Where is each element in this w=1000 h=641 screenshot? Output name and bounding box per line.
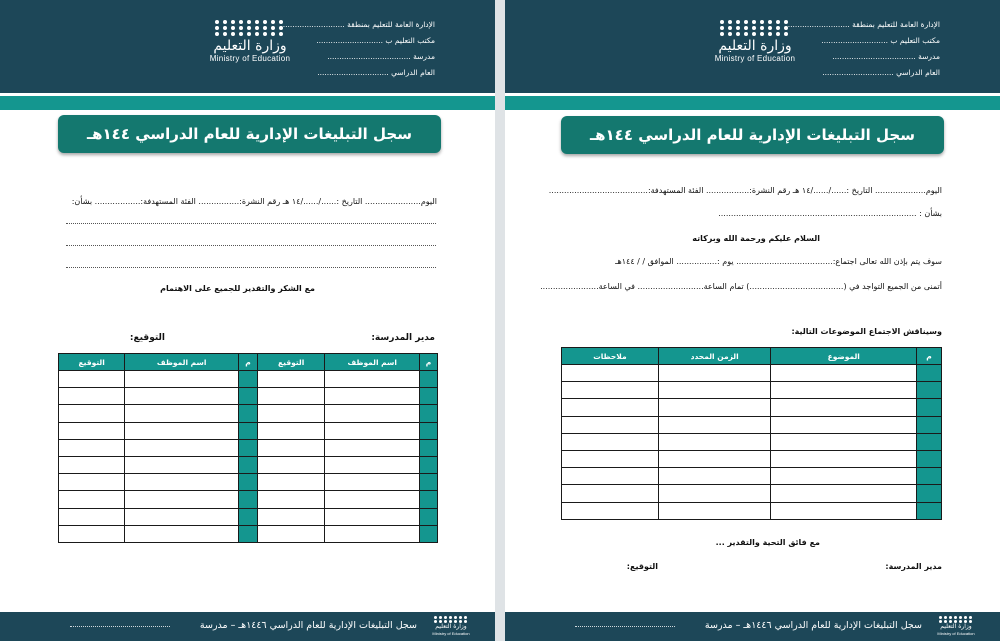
row-number-cell <box>239 508 258 525</box>
table-row <box>59 439 438 456</box>
row-number-cell <box>239 439 258 456</box>
table-cell <box>325 422 420 439</box>
row-number-cell <box>917 382 942 399</box>
col-notes: ملاحظات <box>562 348 659 365</box>
table-cell <box>257 405 324 422</box>
info-line: اليوم...................... التاريخ :....../....../١٤ هـ رقم النشرة:................ الفئة المستهدفة:.................. بشأن: <box>71 197 437 206</box>
thanks-text: مع فائق التحية والتقدير ... <box>715 538 820 547</box>
table-cell <box>257 422 324 439</box>
table-cell <box>771 399 917 416</box>
footer-logo-icon <box>425 616 477 623</box>
table-cell <box>658 433 771 450</box>
table-row <box>562 502 942 519</box>
table-row <box>59 474 438 491</box>
table-row <box>59 491 438 508</box>
table-cell <box>59 405 125 422</box>
table-cell <box>59 525 125 542</box>
table-cell <box>125 422 239 439</box>
dotted-line <box>66 245 436 246</box>
footer-dots <box>575 626 675 627</box>
attendance-line: أتمنى من الجميع التواجد في (.....................................) تمام الساعة.......................... في الساعة....................... <box>540 282 942 291</box>
table-row <box>562 365 942 382</box>
col-time: الزمن المحدد <box>658 348 771 365</box>
row-number-cell <box>420 439 438 456</box>
signature-label: التوقيع: <box>626 562 658 571</box>
table-cell <box>325 439 420 456</box>
col-employee: اسم الموظف <box>325 354 420 371</box>
page-gap <box>495 0 505 641</box>
logo-arabic: وزارة التعليم <box>213 38 287 54</box>
table-cell <box>562 450 659 467</box>
table-cell <box>59 508 125 525</box>
table-cell <box>325 388 420 405</box>
table-cell <box>125 456 239 473</box>
page-footer <box>0 612 495 641</box>
header-info <box>788 17 940 81</box>
footer-logo-ar: وزارة التعليم <box>435 623 467 630</box>
table-cell <box>325 405 420 422</box>
header-year: العام الدراسي .............................. <box>822 68 940 77</box>
left-page <box>0 0 495 641</box>
table-cell <box>658 502 771 519</box>
table-cell <box>658 468 771 485</box>
table-cell <box>771 382 917 399</box>
table-cell <box>562 416 659 433</box>
row-number-cell <box>420 422 438 439</box>
table-row <box>562 485 942 502</box>
row-number-cell <box>239 456 258 473</box>
table-cell <box>59 474 125 491</box>
table-cell <box>257 456 324 473</box>
header-office: مكتب التعليم ب ............................ <box>821 36 940 45</box>
row-number-cell <box>420 388 438 405</box>
table-cell <box>658 382 771 399</box>
table-cell <box>257 371 324 388</box>
table-cell <box>59 439 125 456</box>
table-cell <box>658 485 771 502</box>
footer-logo <box>930 616 982 636</box>
logo-english: Ministry of Education <box>714 54 796 63</box>
table-cell <box>658 399 771 416</box>
table-row <box>562 399 942 416</box>
table-cell <box>257 388 324 405</box>
row-number-cell <box>917 399 942 416</box>
header-office: مكتب التعليم ب ............................ <box>316 36 435 45</box>
dotted-line <box>66 267 436 268</box>
footer-logo-ar: وزارة التعليم <box>940 623 972 630</box>
table-cell <box>125 405 239 422</box>
table-cell <box>771 433 917 450</box>
table-cell <box>325 371 420 388</box>
page-header <box>505 0 1000 93</box>
row-number-cell <box>420 456 438 473</box>
col-employee: اسم الموظف <box>125 354 239 371</box>
table-row <box>59 388 438 405</box>
header-info <box>283 17 435 81</box>
table-cell <box>771 502 917 519</box>
row-number-cell <box>917 450 942 467</box>
table-row <box>59 422 438 439</box>
table-row <box>562 433 942 450</box>
table-cell <box>771 468 917 485</box>
row-number-cell <box>917 416 942 433</box>
footer-logo-icon <box>930 616 982 623</box>
header-school: مدرسة ................................... <box>327 52 435 61</box>
principal-label: مدير المدرسة: <box>885 562 942 571</box>
table-row <box>562 382 942 399</box>
table-row <box>59 508 438 525</box>
table-cell <box>59 371 125 388</box>
table-cell <box>59 422 125 439</box>
row-number-cell <box>239 405 258 422</box>
table-row <box>59 371 438 388</box>
footer-text: سجل التبليغات الإدارية للعام الدراسي ١٤٤٦هـ – مدرسة <box>704 620 922 631</box>
page-title: سجل التبليغات الإدارية للعام الدراسي ١٤٤هـ <box>58 115 441 153</box>
table-cell <box>771 365 917 382</box>
table-cell <box>325 508 420 525</box>
page-footer <box>505 612 1000 641</box>
table-cell <box>325 456 420 473</box>
table-cell <box>257 439 324 456</box>
table-cell <box>658 365 771 382</box>
row-number-cell <box>420 474 438 491</box>
table-row <box>562 468 942 485</box>
table-cell <box>125 525 239 542</box>
footer-logo-en: Ministry of Education <box>937 631 975 636</box>
table-cell <box>257 491 324 508</box>
table-cell <box>125 371 239 388</box>
row-number-cell <box>420 491 438 508</box>
col-signature: التوقيع <box>257 354 324 371</box>
table-cell <box>125 474 239 491</box>
table-cell <box>562 485 659 502</box>
table-cell <box>658 450 771 467</box>
table-cell <box>562 468 659 485</box>
footer-logo-en: Ministry of Education <box>432 631 470 636</box>
table-row <box>562 416 942 433</box>
col-topic: الموضوع <box>771 348 917 365</box>
row-number-cell <box>420 405 438 422</box>
table-cell <box>562 433 659 450</box>
footer-text: سجل التبليغات الإدارية للعام الدراسي ١٤٤٦هـ – مدرسة <box>199 620 417 631</box>
col-num: م <box>917 348 942 365</box>
table-cell <box>125 508 239 525</box>
table-cell <box>562 399 659 416</box>
right-page <box>505 0 1000 641</box>
meeting-line: سوف يتم بإذن الله تعالى اجتماع:...................................... يوم :................ الموافق / / ١٤٤هـ <box>615 257 942 266</box>
table-cell <box>59 456 125 473</box>
col-num: م <box>239 354 258 371</box>
header-region: الإدارة العامة للتعليم بمنطقة .......................... <box>282 20 435 29</box>
table-cell <box>257 474 324 491</box>
logo-english: Ministry of Education <box>209 54 291 63</box>
accent-stripe <box>505 96 1000 110</box>
table-cell <box>658 416 771 433</box>
table-row <box>59 525 438 542</box>
principal-label: مدير المدرسة: <box>371 333 435 343</box>
header-school: مدرسة ................................... <box>832 52 940 61</box>
header-region: الإدارة العامة للتعليم بمنطقة .......................... <box>787 20 940 29</box>
row-number-cell <box>917 485 942 502</box>
table-cell <box>562 502 659 519</box>
table-row <box>59 405 438 422</box>
page-header <box>0 0 495 93</box>
row-number-cell <box>239 371 258 388</box>
row-number-cell <box>239 491 258 508</box>
table-row <box>59 456 438 473</box>
row-number-cell <box>239 525 258 542</box>
table-cell <box>562 365 659 382</box>
page-title: سجل التبليغات الإدارية للعام الدراسي ١٤٤هـ <box>561 116 944 154</box>
row-number-cell <box>239 474 258 491</box>
footer-logo <box>425 616 477 636</box>
dotted-line <box>66 223 436 224</box>
topics-intro: وسيناقش الاجتماع الموضوعات التالية: <box>791 327 942 336</box>
row-number-cell <box>917 502 942 519</box>
row-number-cell <box>917 365 942 382</box>
table-cell <box>125 388 239 405</box>
info-line: اليوم.................... التاريخ :....../....../١٤ هـ رقم النشرة:................. الفئة المستهدفة:....................................... <box>548 186 942 195</box>
row-number-cell <box>239 388 258 405</box>
row-number-cell <box>420 525 438 542</box>
col-num: م <box>420 354 438 371</box>
table-cell <box>325 474 420 491</box>
table-cell <box>257 525 324 542</box>
table-cell <box>125 439 239 456</box>
row-number-cell <box>917 468 942 485</box>
greeting-text: السلام عليكم ورحمة الله وبركاته <box>692 234 820 243</box>
table-cell <box>257 508 324 525</box>
row-number-cell <box>239 422 258 439</box>
table-cell <box>325 525 420 542</box>
row-number-cell <box>917 433 942 450</box>
table-row <box>562 450 942 467</box>
accent-stripe <box>0 96 495 110</box>
table-cell <box>771 416 917 433</box>
table-cell <box>562 382 659 399</box>
subject-line: بشأن : .............................................................................. <box>718 209 942 218</box>
table-cell <box>125 491 239 508</box>
table-cell <box>59 388 125 405</box>
logo-arabic: وزارة التعليم <box>718 38 792 54</box>
footer-dots <box>70 626 170 627</box>
table-cell <box>325 491 420 508</box>
thanks-text: مع الشكر والتقدير للجميع على الاهتمام <box>160 284 315 293</box>
row-number-cell <box>420 508 438 525</box>
col-signature: التوقيع <box>59 354 125 371</box>
signature-label: التوقيع: <box>129 333 165 343</box>
table-cell <box>771 450 917 467</box>
header-year: العام الدراسي .............................. <box>317 68 435 77</box>
table-cell <box>771 485 917 502</box>
table-cell <box>59 491 125 508</box>
staff-table <box>58 353 438 543</box>
row-number-cell <box>420 371 438 388</box>
topics-table <box>561 347 942 520</box>
